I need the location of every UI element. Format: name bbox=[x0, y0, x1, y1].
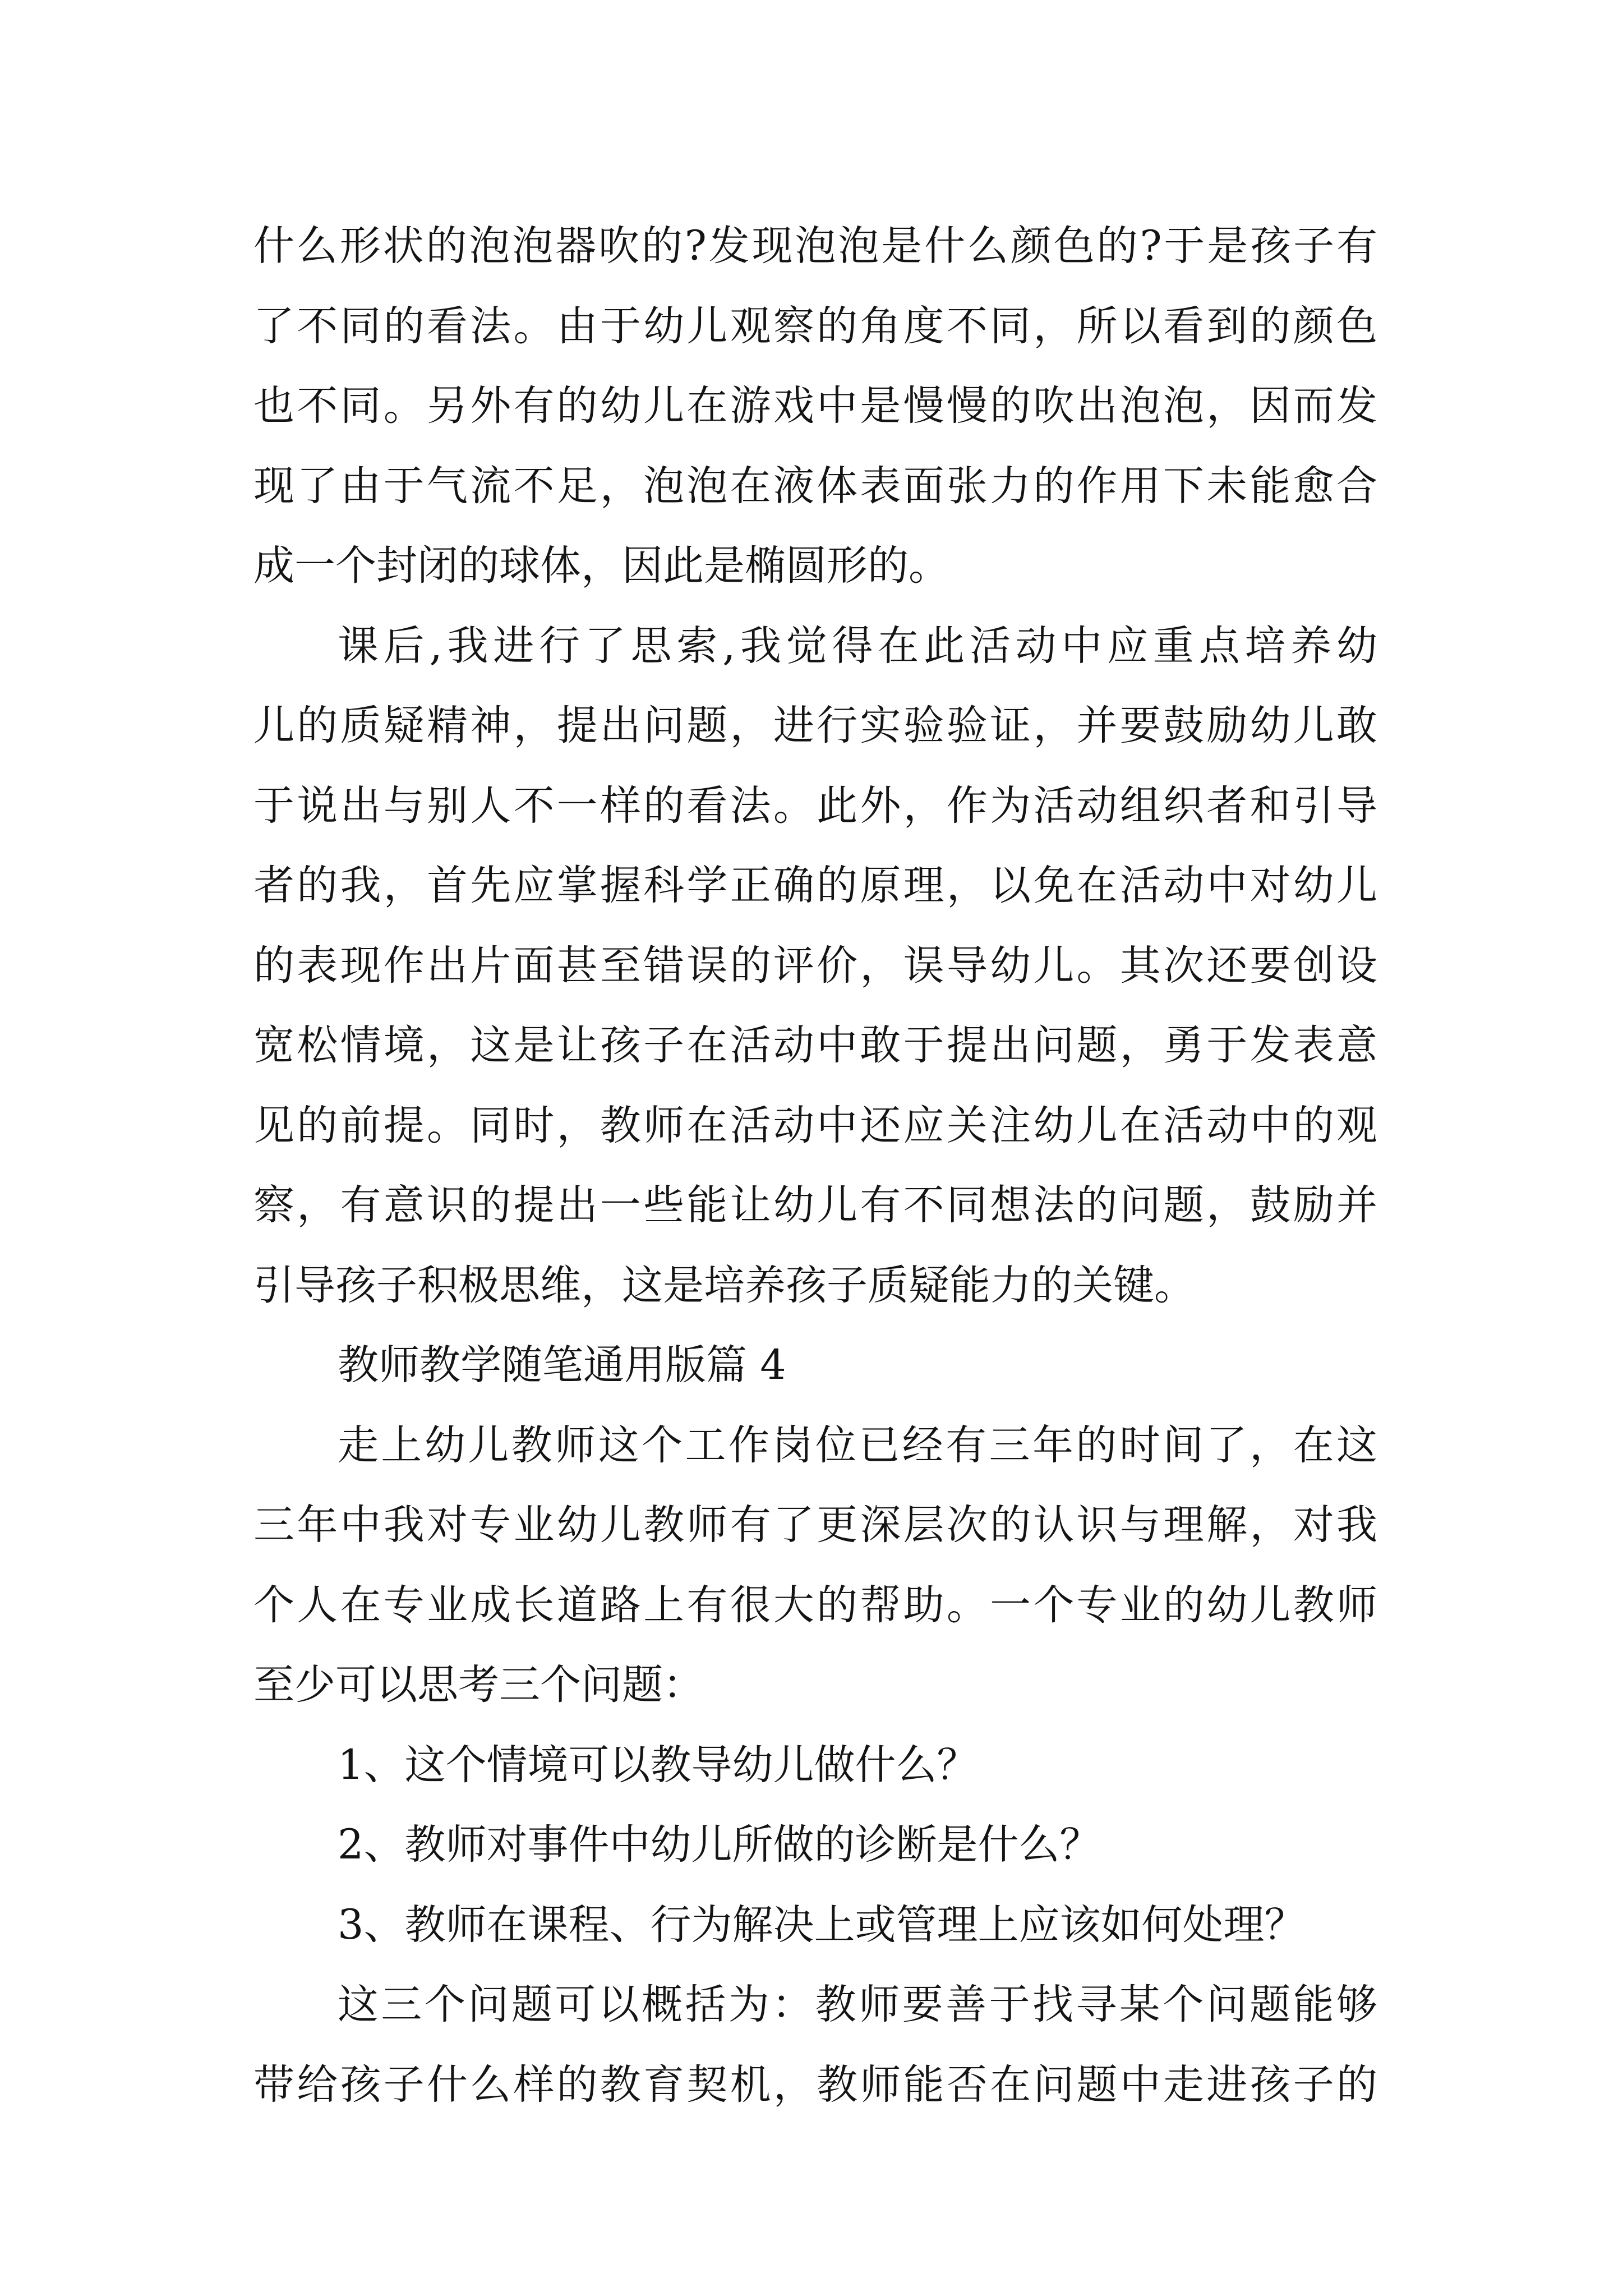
list-item: 1、这个情境可以教导幼儿做什么？ bbox=[338, 1741, 978, 1789]
section-heading: 教师教学随笔通用版篇 4 bbox=[338, 1341, 786, 1389]
text-line: 见的前提。同时，教师在活动中还应关注幼儿在活动中的观 bbox=[253, 1101, 1377, 1149]
text-line: 的表现作出片面甚至错误的评价，误导幼儿。其次还要创设 bbox=[253, 941, 1377, 990]
text-line: 这三个问题可以概括为：教师要善于找寻某个问题能够 bbox=[338, 1981, 1377, 2028]
text-line: 三年中我对专业幼儿教师有了更深层次的认识与理解，对我 bbox=[253, 1501, 1377, 1549]
text-line: 儿的质疑精神，提出问题，进行实验验证，并要鼓励幼儿敢 bbox=[253, 702, 1377, 749]
text-line: 也不同。另外有的幼儿在游戏中是慢慢的吹出泡泡，因而发 bbox=[253, 382, 1377, 430]
text-line: 现了由于气流不足，泡泡在液体表面张力的作用下未能愈合 bbox=[253, 462, 1377, 510]
list-item: 2、教师对事件中幼儿所做的诊断是什么？ bbox=[338, 1821, 1101, 1869]
document-body bbox=[253, 206, 1377, 2125]
list-item: 3、教师在课程、行为解决上或管理上应该如何处理？ bbox=[338, 1901, 1306, 1949]
text-line: 引导孩子积极思维，这是培养孩子质疑能力的关键。 bbox=[253, 1261, 1195, 1309]
text-line: 课后,我进行了思索,我觉得在此活动中应重点培养幼 bbox=[338, 622, 1377, 670]
text-line: 于说出与别人不一样的看法。此外，作为活动组织者和引导 bbox=[253, 781, 1377, 830]
text-line: 者的我，首先应掌握科学正确的原理，以免在活动中对幼儿 bbox=[253, 862, 1377, 909]
text-line: 个人在专业成长道路上有很大的帮助。一个专业的幼儿教师 bbox=[253, 1581, 1377, 1629]
text-line: 成一个封闭的球体，因此是椭圆形的。 bbox=[253, 542, 949, 590]
text-line: 至少可以思考三个问题： bbox=[253, 1661, 704, 1709]
text-line: 带给孩子什么样的教育契机，教师能否在问题中走进孩子的 bbox=[253, 2060, 1377, 2109]
text-line: 了不同的看法。由于幼儿观察的角度不同，所以看到的颜色 bbox=[253, 302, 1377, 350]
text-line: 宽松情境，这是让孩子在活动中敢于提出问题，勇于发表意 bbox=[253, 1022, 1377, 1069]
text-line: 什么形状的泡泡器吹的?发现泡泡是什么颜色的?于是孩子有 bbox=[253, 222, 1377, 270]
text-line: 走上幼儿教师这个工作岗位已经有三年的时间了，在这 bbox=[338, 1421, 1377, 1469]
text-line: 察，有意识的提出一些能让幼儿有不同想法的问题，鼓励并 bbox=[253, 1181, 1377, 1229]
